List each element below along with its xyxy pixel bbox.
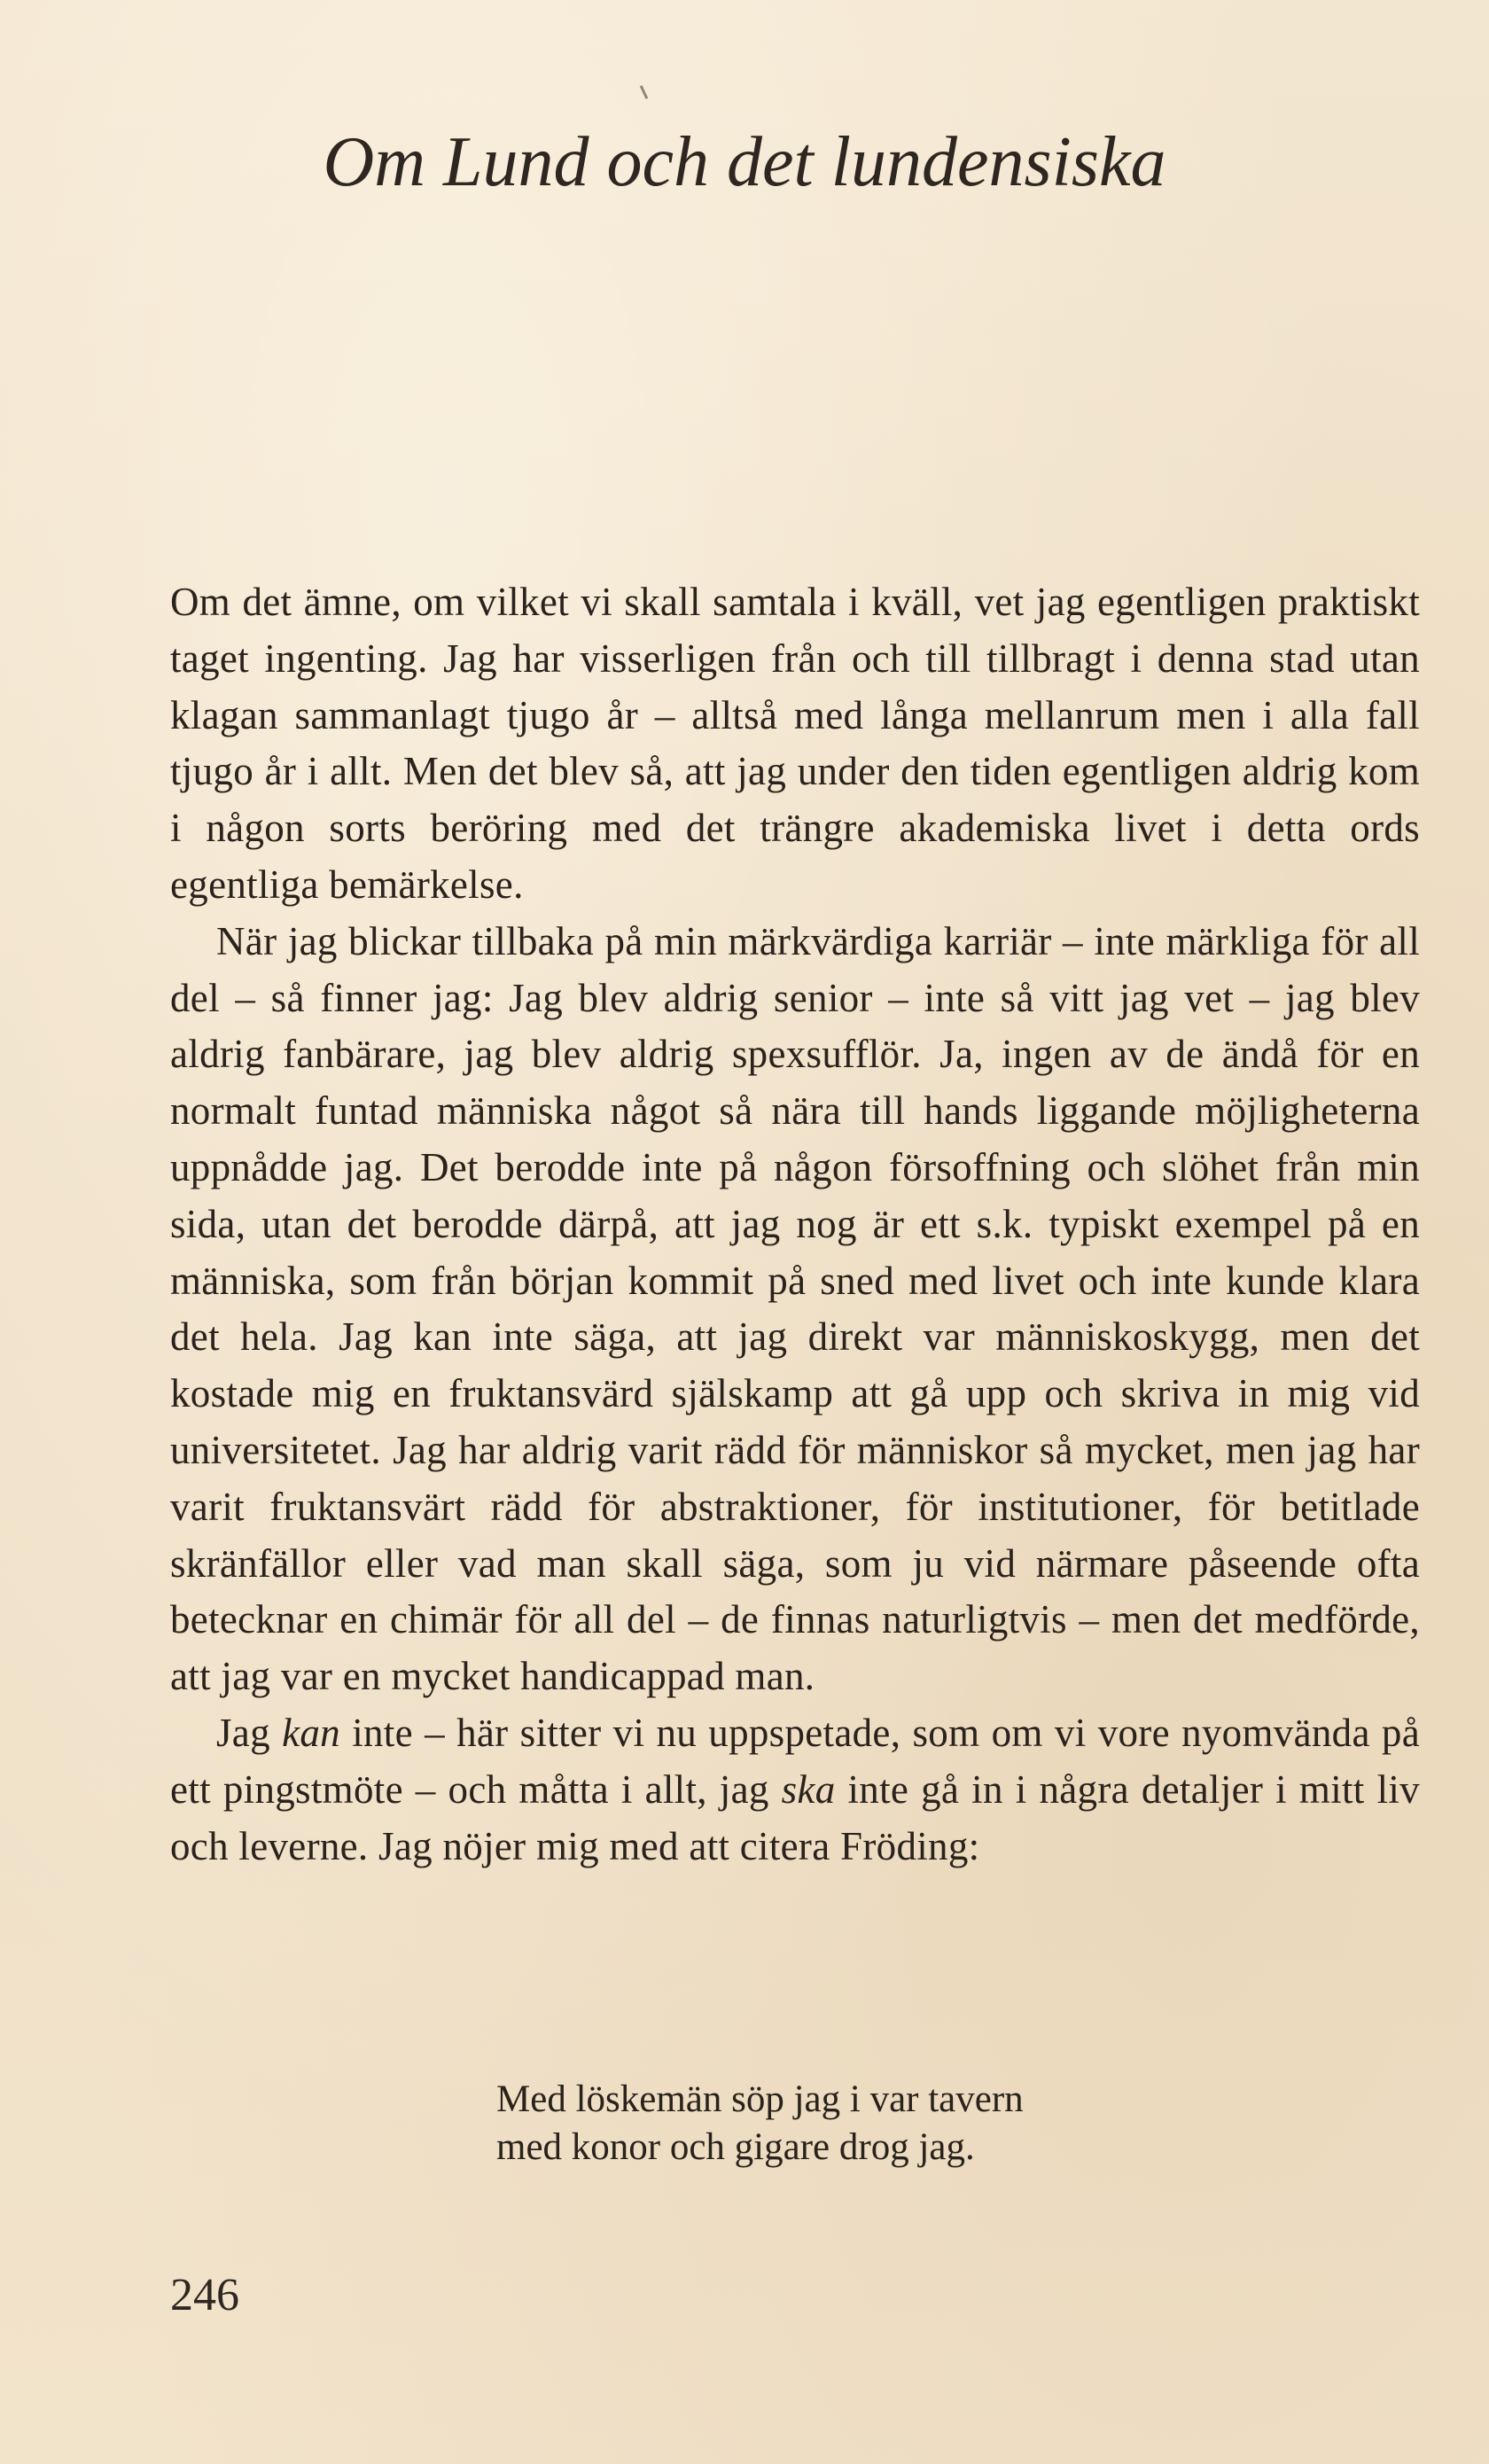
page-number: 246 [170,2270,239,2320]
paragraph-1: Om det ämne, om vilket vi skall samtala i kväll, vet jag egentligen praktiskt taget ingenting. Jag har visserligen från och till tillbragt i denna stad utan klagan sammanlagt tjugo år – alltså med långa mellanrum men i alla fall tjugo år i allt. Men det blev så, att jag under den tiden egentligen aldrig kom i någon sorts beröring med det trängre akademiska livet i detta ords egentliga bemärkelse. [170,580,1420,907]
paragraph-2: När jag blickar tillbaka på min märkvärdiga karriär – inte märkliga för all del – så finner jag: Jag blev aldrig senior – inte så vitt jag vet – jag blev aldrig fanbärare, jag blev aldrig spexsufflör. Ja, ingen av de ändå för en normalt funtad människa något så nära till hands liggande möjligheterna uppnådde jag. Det berodde inte på någon försoffning och slöhet från min sida, utan det berodde därpå, att jag nog är ett s.k. typiskt exempel på en människa, som från början kommit på sned med livet och inte kunde klara det hela. Jag kan inte säga, att jag direkt var människoskygg, men det kostade mig en fruktansvärd själskamp att gå upp och skriva in mig vid universitetet. Jag har aldrig varit rädd för människor så mycket, men jag har varit fruktansvärt rädd för abstraktioner, för institutioner, för betitlade skränfällor eller vad man skall säga, som ju vid närmare påseende ofta betecknar en chimär för all del – de finnas naturligtvis – men det medförde, att jag var en mycket handicappad man. [170,918,1420,1699]
verse-line-1: Med löskemän söp jag i var tavern [496,2078,1024,2120]
print-speck [640,85,648,99]
paragraph-3-part-2: inte – här sitter vi nu uppspetade, som om vi vore nyomvända på ett pingstmöte – och måtta i allt, jag [170,1710,1421,1812]
verse-line-2: med konor och gigare drog jag. [496,2126,975,2168]
paragraph-3-part-3: inte gå in i några detaljer i mitt liv och leverne. Jag nöjer mig med att citera Fröding: [170,1766,1420,1868]
chapter-title: Om Lund och det lundensiska [323,123,1166,201]
paragraph-3 [170,1705,1420,1875]
emphasis-kan: kan [282,1710,340,1755]
paragraph-3-part-1: Jag [216,1710,283,1755]
body-text [170,574,1420,1875]
emphasis-ska: ska [781,1766,836,1812]
verse-quote [496,2076,1024,2172]
